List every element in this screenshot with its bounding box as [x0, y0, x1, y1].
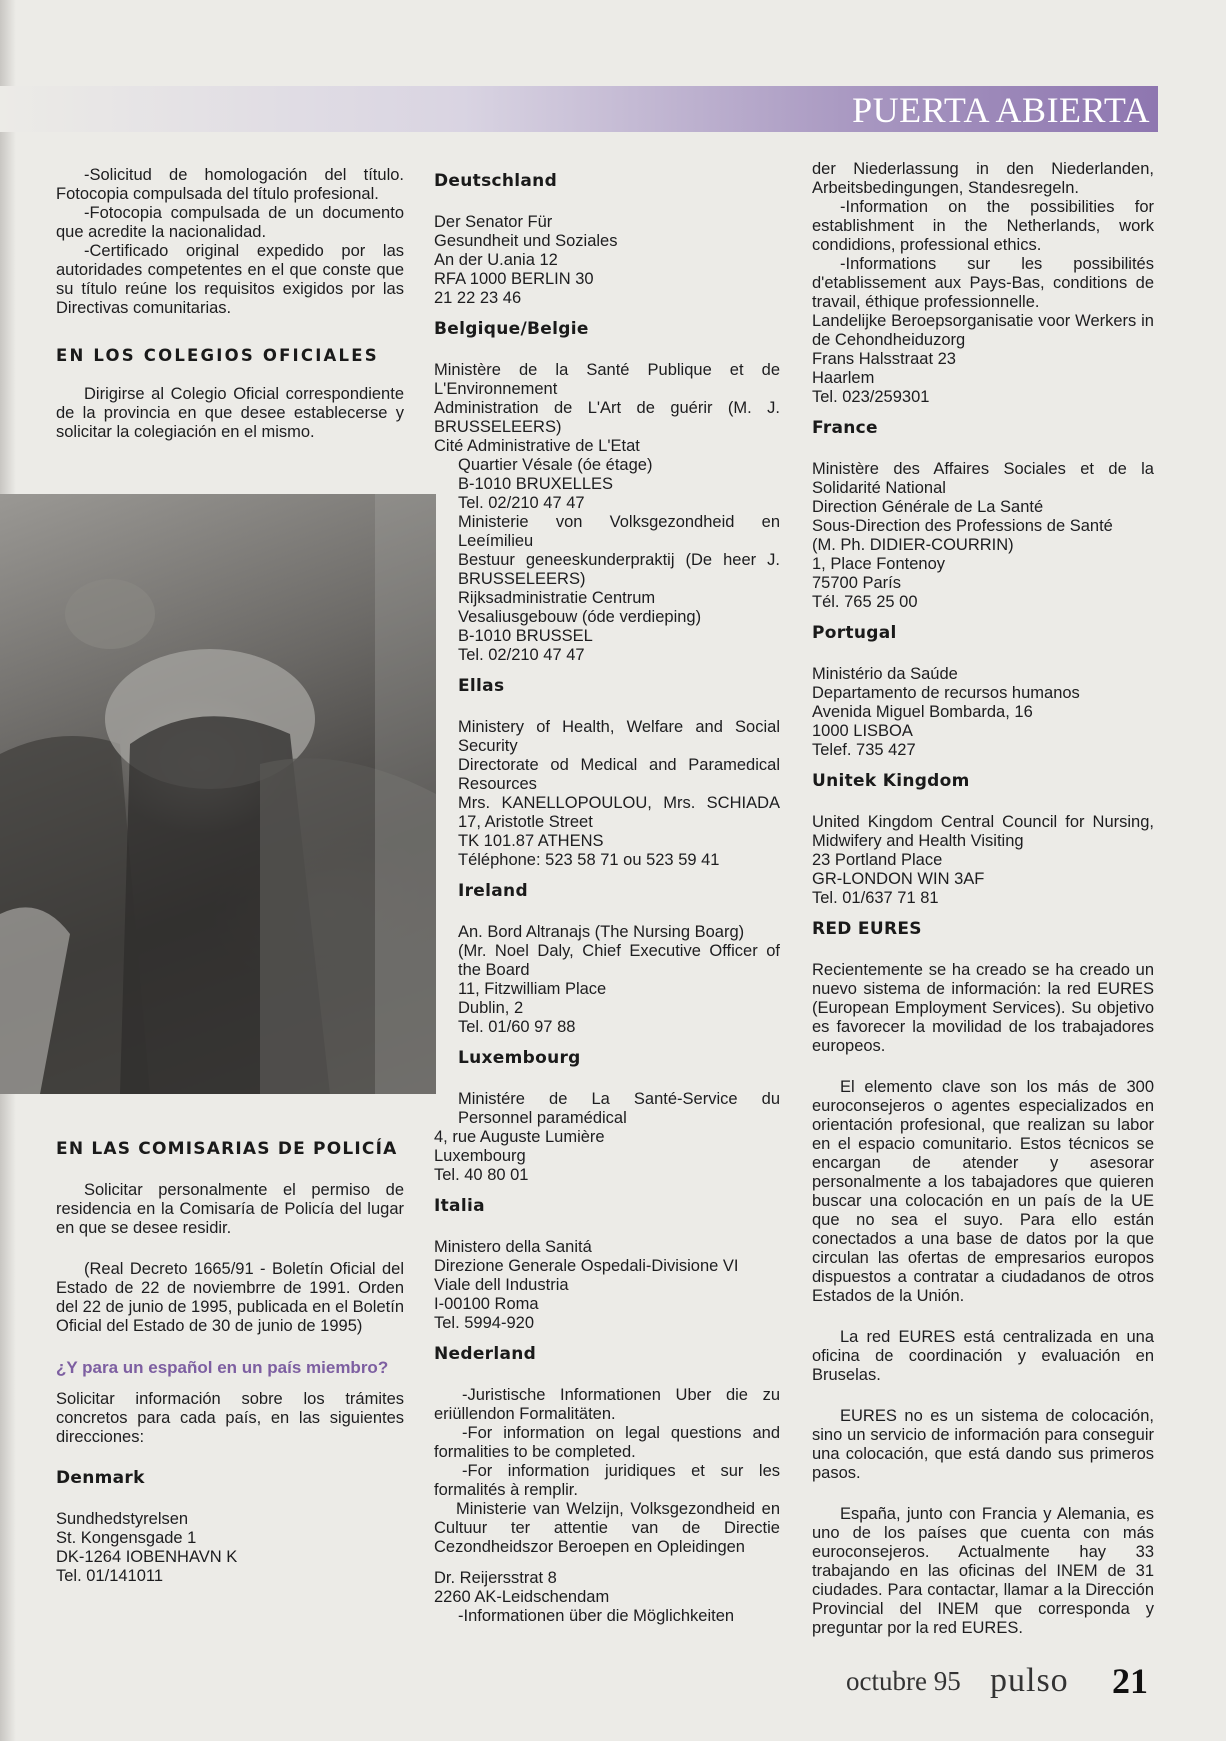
denmark-line-1: Sundhedstyrelsen — [56, 1510, 189, 1528]
italia-line-3: Viale dell Industria — [434, 1276, 569, 1294]
belgique-line-4: Quartier Vésale (óe étage) — [458, 456, 653, 474]
intro-paragraph-3: -Certificado original expedido por las autoridades competentes en el que conste que su título reúne los requisitos exigidos por las Directivas comunitarias. — [56, 242, 404, 317]
ireland-line-5: Tel. 01/60 97 88 — [458, 1018, 576, 1036]
deutschland-line-4: RFA 1000 BERLIN 30 — [434, 270, 594, 288]
eures-paragraph-5: España, junto con Francia y Alemania, es uno de los países que cuenta con más euroconsejeros. Actualmente hay 33 trabajando en las oficinas del INEM de 31 ciudades. Para contactar, llamar a la Dirección Provincial del INEM que corresponda y preguntar por la red EURES. — [812, 1505, 1154, 1637]
ellas-line-5: Téléphone: 523 58 71 ou 523 59 41 — [458, 851, 720, 869]
uk-line-3: GR-LONDON WIN 3AF — [812, 870, 985, 888]
luxembourg-line-4: Tel. 40 80 01 — [434, 1166, 529, 1184]
italia-line-2: Direzione Generale Ospedali-Divisione VI — [434, 1257, 739, 1275]
nederland-last-line: -Informationen über die Möglichkeiten — [458, 1607, 735, 1625]
ireland-line-1: An. Bord Altranajs (The Nursing Boarg) — [458, 923, 745, 941]
portugal-line-3: Avenida Miguel Bombarda, 16 — [812, 703, 1033, 721]
italia-line-4: I-00100 Roma — [434, 1295, 539, 1313]
nederland-cont-paragraph-3: -Informations sur les possibilités d'etablissement aux Pays-Bas, conditions de travail, éthique professionnelle. — [812, 255, 1154, 311]
heading-united-kingdom: Unitek Kingdom — [812, 771, 970, 791]
belgique-line-10: Vesaliusgebouw (óde verdieping) — [458, 608, 702, 626]
nederland-paragraph-2: -For information on legal questions and formalities to be completed. — [434, 1424, 780, 1461]
belgique-line-6: Tel. 02/210 47 47 — [458, 494, 585, 512]
deutschland-line-1: Der Senator Für — [434, 213, 553, 231]
intro-paragraph-2: -Fotocopia compulsada de un documento que acredite la nacionalidad. — [56, 204, 404, 241]
italia-line-5: Tel. 5994-920 — [434, 1314, 534, 1332]
italia-line-1: Ministero della Sanitá — [434, 1238, 592, 1256]
left-column-bottom — [56, 1140, 404, 1586]
france-line-4: (M. Ph. DIDIER-COURRIN) — [812, 536, 1014, 554]
nederland-paragraph-3: -For information juridiques et sur les formalités à remplir. — [434, 1462, 780, 1499]
heading-denmark: Denmark — [56, 1468, 145, 1488]
ellas-line-4: TK 101.87 ATHENS — [458, 832, 604, 850]
section-title: PUERTA ABIERTA — [852, 90, 1150, 130]
belgique-line-1: Ministère de la Santé Publique et de L'Environnement — [434, 361, 780, 398]
intro-paragraph-1: -Solicitud de homologación del título. Fotocopia compulsada del título profesional. — [56, 166, 404, 203]
comisarias-paragraph-1: Solicitar personalmente el permiso de residencia en la Comisaría de Policía del lugar en que se desee residir. — [56, 1181, 404, 1237]
heading-colegios: EN LOS COLEGIOS OFICIALES — [56, 346, 379, 365]
heading-nederland: Nederland — [434, 1344, 537, 1364]
issue-month: octubre 95 — [846, 1666, 961, 1696]
eures-paragraph-2: El elemento clave son los más de 300 euroconsejeros o agentes especializados en orientación profesional, que realizan su labor en el espacio comunitario. Estos técnicos se encargan de atender y asesorar personalmente a los tabajadores que quieren buscar una colocación en un país de la UE que no sea el suyo. Para ello están conectados a una base de datos por la que circulan las ofertas de empresarios europos dispuestos a contratar a ciudadanos de otros Estados de la Unión. — [812, 1078, 1154, 1305]
luxembourg-line-3: Luxembourg — [434, 1147, 526, 1165]
comisarias-paragraph-2: (Real Decreto 1665/91 - Boletín Oficial del Estado de 22 de noviembrre de 1991. Orden del 22 de junio de 1995, publicada en el Boletín Oficial del Estado de 30 de junio de 1995) — [56, 1260, 404, 1335]
ellas-line-2: Directorate od Medical and Paramedical Resources — [458, 756, 780, 793]
heading-deutschland: Deutschland — [434, 171, 558, 191]
belgique-line-9: Rijksadministratie Centrum — [458, 589, 656, 607]
nederland-cont-paragraph-2: -Information on the possibilities for establishment in the Netherlands, work condidions, professional ethics. — [812, 198, 1154, 254]
heading-comisarias: EN LAS COMISARIAS DE POLICÍA — [56, 1139, 398, 1159]
magazine-logo: pulso — [990, 1662, 1069, 1699]
heading-portugal: Portugal — [812, 623, 897, 643]
france-line-2: Direction Générale de La Santé — [812, 498, 1044, 516]
colegios-paragraph: Dirigirse al Colegio Oficial correspondiente de la provincia en que desee establecerse y solicitar la colegiación en el mismo. — [56, 385, 404, 441]
luxembourg-line-2: 4, rue Auguste Lumière — [434, 1128, 605, 1146]
deutschland-line-2: Gesundheit und Soziales — [434, 232, 618, 250]
denmark-line-2: St. Kongensgade 1 — [56, 1529, 197, 1547]
uk-line-1: United Kingdom Central Council for Nursing, Midwifery and Health Visiting — [812, 813, 1154, 850]
surgeons-photo — [0, 494, 436, 1094]
ellas-line-1: Ministery of Health, Welfare and Social Security — [458, 718, 780, 755]
heading-red-eures: RED EURES — [812, 919, 922, 939]
portugal-line-1: Ministério da Saúde — [812, 665, 958, 683]
france-line-1: Ministère des Affaires Sociales et de la Solidarité National — [812, 460, 1154, 497]
nederland-cont-line-2: Frans Halsstraat 23 — [812, 350, 956, 368]
page-number: 21 — [1112, 1661, 1148, 1701]
portugal-line-5: Telef. 735 427 — [812, 741, 916, 759]
nederland-cont-paragraph-1: der Niederlassung in den Niederlanden, Arbeitsbedingungen, Standesregeln. — [812, 160, 1154, 197]
question-heading: ¿Y para un español en un país miembro? — [56, 1358, 389, 1377]
nederland-address-1: Dr. Reijersstrat 8 — [434, 1569, 557, 1587]
luxembourg-line-1: Ministére de La Santé-Service du Personnel paramédical — [458, 1090, 780, 1127]
belgique-line-2: Administration de L'Art de guérir (M. J. BRUSSELEERS) — [434, 399, 780, 436]
left-column-top — [56, 166, 404, 442]
france-line-3: Sous-Direction des Professions de Santé — [812, 517, 1113, 535]
denmark-line-3: DK-1264 IOBENHAVN K — [56, 1548, 238, 1566]
ireland-line-2: (Mr. Noel Daly, Chief Executive Officer of the Board — [458, 942, 780, 979]
ireland-line-4: Dublin, 2 — [458, 999, 524, 1017]
deutschland-line-5: 21 22 23 46 — [434, 289, 522, 307]
uk-line-2: 23 Portland Place — [812, 851, 943, 869]
right-column — [812, 160, 1154, 1638]
nederland-cont-line-1: Landelijke Beroepsorganisatie voor Werkers in de Cehondheiduzorg — [812, 312, 1154, 349]
denmark-line-4: Tel. 01/141011 — [56, 1567, 164, 1585]
nederland-paragraph-1: -Juristische Informationen Uber die zu eriüllendon Formalitäten. — [434, 1386, 780, 1423]
uk-line-4: Tel. 01/637 71 81 — [812, 889, 939, 907]
middle-column — [434, 172, 780, 1626]
heading-france: France — [812, 418, 878, 438]
question-paragraph: Solicitar información sobre los trámites concretos para cada país, en las siguientes direcciones: — [56, 1390, 404, 1446]
belgique-line-11: B-1010 BRUSSEL — [458, 627, 593, 645]
nederland-cont-line-4: Tel. 023/259301 — [812, 388, 930, 406]
nederland-paragraph-4: Ministerie van Welzijn, Volksgezondheid en Cultuur ter attentie van de Directie Cezondheidszor Beroepen en Opleidingen — [434, 1500, 780, 1556]
heading-italia: Italia — [434, 1196, 485, 1216]
ellas-line-3: Mrs. KANELLOPOULOU, Mrs. SCHIADA 17, Aristotle Street — [458, 794, 780, 831]
belgique-line-8: Bestuur geneeskunderpraktij (De heer J. BRUSSELEERS) — [458, 551, 780, 588]
belgique-line-5: B-1010 BRUXELLES — [458, 475, 614, 493]
eures-paragraph-4: EURES no es un sistema de colocación, sino un servicio de información para conseguir una colocación, que está dando sus primeros pasos. — [812, 1407, 1154, 1482]
eures-paragraph-1: Recientemente se ha creado se ha creado un nuevo sistema de información: la red EURES (European Employment Services). Su objetivo es favorecer la movilidad de los trabajadores europeos. — [812, 961, 1154, 1055]
section-header-band — [0, 86, 1158, 132]
ireland-line-3: 11, Fitzwilliam Place — [458, 980, 607, 998]
belgique-line-3: Cité Administrative de L'Etat — [434, 437, 640, 455]
heading-ellas: Ellas — [458, 676, 505, 696]
heading-belgique: Belgique/Belgie — [434, 319, 589, 339]
eures-paragraph-3: La red EURES está centralizada en una oficina de coordinación y evaluación en Bruselas. — [812, 1328, 1154, 1384]
nederland-address-2: 2260 AK-Leidschendam — [434, 1588, 610, 1606]
france-line-6: 75700 París — [812, 574, 901, 592]
portugal-line-2: Departamento de recursos humanos — [812, 684, 1080, 702]
deutschland-line-3: An der U.ania 12 — [434, 251, 558, 269]
france-line-7: Tél. 765 25 00 — [812, 593, 918, 611]
portugal-line-4: 1000 LISBOA — [812, 722, 913, 740]
france-line-5: 1, Place Fontenoy — [812, 555, 945, 573]
belgique-line-12: Tel. 02/210 47 47 — [458, 646, 585, 664]
heading-ireland: Ireland — [458, 881, 528, 901]
belgique-line-7: Ministerie von Volksgezondheid en Leeímilieu — [458, 513, 780, 550]
page-footer — [840, 1660, 1160, 1700]
nederland-cont-line-3: Haarlem — [812, 369, 875, 387]
heading-luxembourg: Luxembourg — [458, 1048, 581, 1068]
